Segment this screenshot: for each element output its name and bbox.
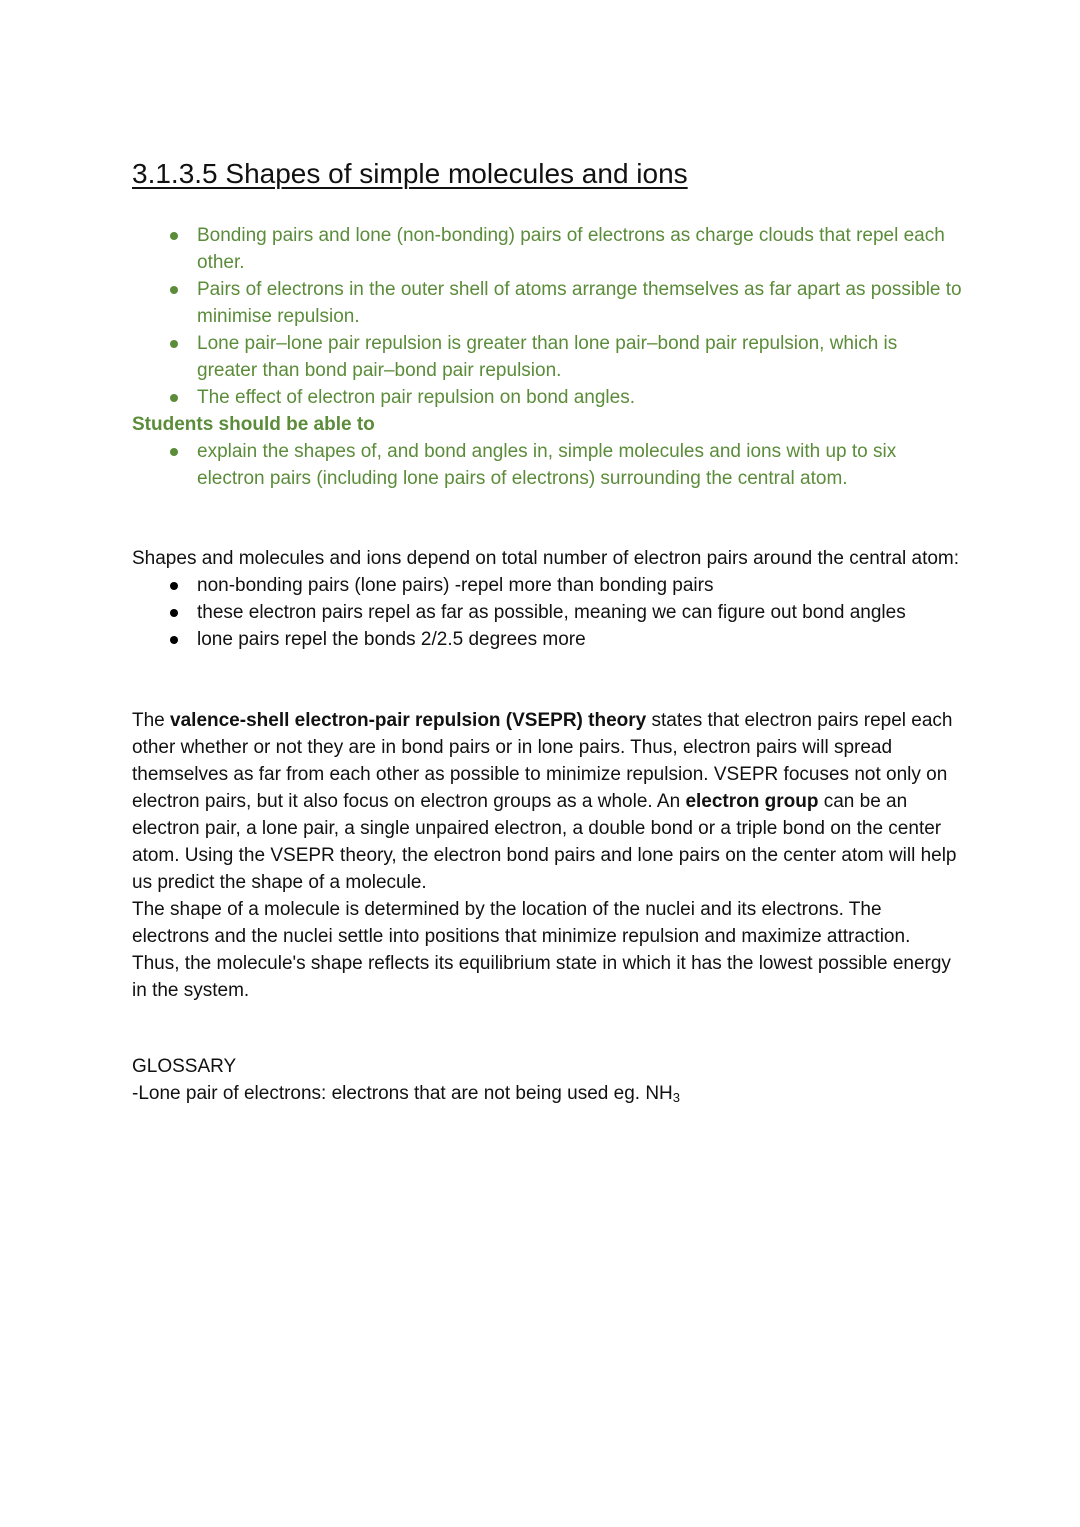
glossary-entry xyxy=(132,1080,962,1107)
vsepr-lead: The xyxy=(132,710,171,731)
glossary-entry-text: -Lone pair of electrons: electrons that are not being used eg. NH xyxy=(132,1083,673,1104)
spec-bullet: Pairs of electrons in the outer shell of atoms arrange themselves as far apart as possible to minimise repulsion. xyxy=(132,276,962,330)
spec-bullet-list xyxy=(132,222,962,411)
notes-bullet-list xyxy=(132,572,962,653)
glossary-title: GLOSSARY xyxy=(132,1056,237,1077)
notes-bullet: these electron pairs repel as far as possible, meaning we can figure out bond angles xyxy=(132,599,962,626)
glossary-entry-subscript: 3 xyxy=(672,1090,681,1105)
spec-bullet: Bonding pairs and lone (non-bonding) pairs of electrons as charge clouds that repel each other. xyxy=(132,222,962,276)
electron-group-term: electron group xyxy=(685,791,819,812)
notes-section xyxy=(132,545,962,653)
vsepr-section xyxy=(132,707,962,1004)
vsepr-mid: states that electron pairs repel each other whether or not they are in bond pairs or in lone pairs. Thus, electron pairs will spread themselves as far from each other as possible to minimize repulsion. VSEPR focuses not only on electron pairs, but it also focus on electron groups as a whole. An xyxy=(132,710,953,812)
specification-section xyxy=(132,222,962,492)
students-should-heading: Students should be able to xyxy=(132,414,375,435)
shape-paragraph: The shape of a molecule is determined by the location of the nuclei and its electrons. The electrons and the nuclei settle into positions that minimize repulsion and maximize attraction. Thus, the molecule's shape reflects its equilibrium state in which it has the lowest possible energy in the system. xyxy=(132,899,951,1001)
notes-bullet: lone pairs repel the bonds 2/2.5 degrees more xyxy=(132,626,962,653)
page-title: 3.1.3.5 Shapes of simple molecules and ions xyxy=(132,158,688,189)
spec-bullet: The effect of electron pair repulsion on bond angles. xyxy=(132,384,962,411)
vsepr-paragraph xyxy=(132,707,962,896)
students-bullet: explain the shapes of, and bond angles in, simple molecules and ions with up to six electron pairs (including lone pairs of electrons) surrounding the central atom. xyxy=(132,438,962,492)
spec-bullet: Lone pair–lone pair repulsion is greater than lone pair–bond pair repulsion, which is greater than bond pair–bond pair repulsion. xyxy=(132,330,962,384)
glossary-section xyxy=(132,1053,962,1107)
notes-intro: Shapes and molecules and ions depend on total number of electron pairs around the central atom: xyxy=(132,548,960,569)
notes-bullet: non-bonding pairs (lone pairs) -repel more than bonding pairs xyxy=(132,572,962,599)
vsepr-tail: can be an electron pair, a lone pair, a single unpaired electron, a double bond or a triple bond on the center atom. Using the VSEPR theory, the electron bond pairs and lone pairs on the center atom will help us predict the shape of a molecule. xyxy=(132,791,957,893)
students-bullet-list xyxy=(132,438,962,492)
vsepr-term: valence-shell electron-pair repulsion (VSEPR) theory xyxy=(170,710,647,731)
